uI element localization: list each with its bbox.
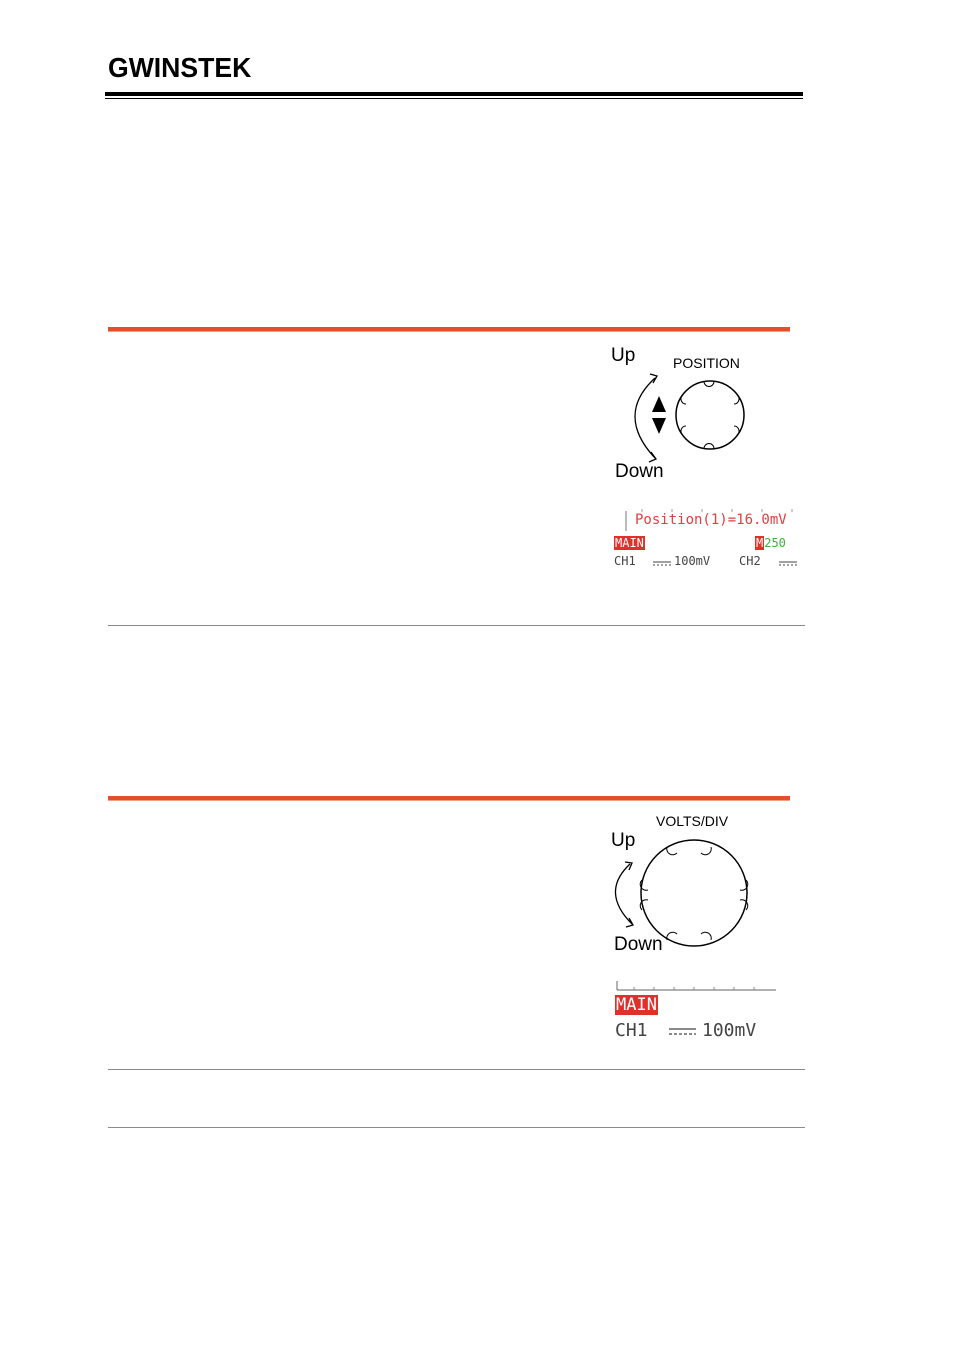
section-divider-position xyxy=(108,327,790,331)
volts-up-label: Up xyxy=(611,830,636,851)
volts-knob-label: VOLTS/DIV xyxy=(656,813,729,829)
dc-coupling-icon xyxy=(652,560,672,568)
section-divider-volts xyxy=(108,796,790,800)
timebase-value: 250 xyxy=(764,536,786,550)
rotate-arrow-icon xyxy=(615,864,632,924)
dc-coupling-icon xyxy=(668,1027,698,1037)
section-end-rule xyxy=(108,1127,805,1128)
ch2-label: CH2 xyxy=(739,554,761,568)
position-knob-label: POSITION xyxy=(673,355,740,371)
ch1-label: CH1 xyxy=(614,554,636,568)
position-knob-icon xyxy=(676,381,744,449)
volts-knob-icon xyxy=(640,840,748,946)
header-rule-thin xyxy=(105,98,803,99)
section-end-rule xyxy=(108,1069,805,1070)
volts-ch1-value: 100mV xyxy=(702,1020,757,1041)
position-readout: Position(1)=16.0mV xyxy=(635,512,787,528)
position-knob-diagram xyxy=(600,360,760,470)
marker-badge: M xyxy=(756,536,764,550)
position-up-label: Up xyxy=(611,345,636,366)
brand-logo: GWINSTEK xyxy=(108,52,252,83)
down-triangle-icon xyxy=(652,418,666,434)
volts-knob-diagram xyxy=(600,830,760,950)
mode-badge: MAIN xyxy=(615,536,644,550)
section-end-rule xyxy=(108,625,805,626)
header-rule xyxy=(105,92,803,96)
up-triangle-icon xyxy=(652,396,666,412)
dc-coupling-icon xyxy=(778,560,798,568)
volts-screen-ticks xyxy=(614,978,779,994)
volts-ch1-label: CH1 xyxy=(615,1020,648,1041)
ch1-value: 100mV xyxy=(674,554,711,568)
volts-down-label: Down xyxy=(614,934,663,955)
position-down-label: Down xyxy=(615,461,664,482)
volts-mode-badge: MAIN xyxy=(616,995,657,1015)
